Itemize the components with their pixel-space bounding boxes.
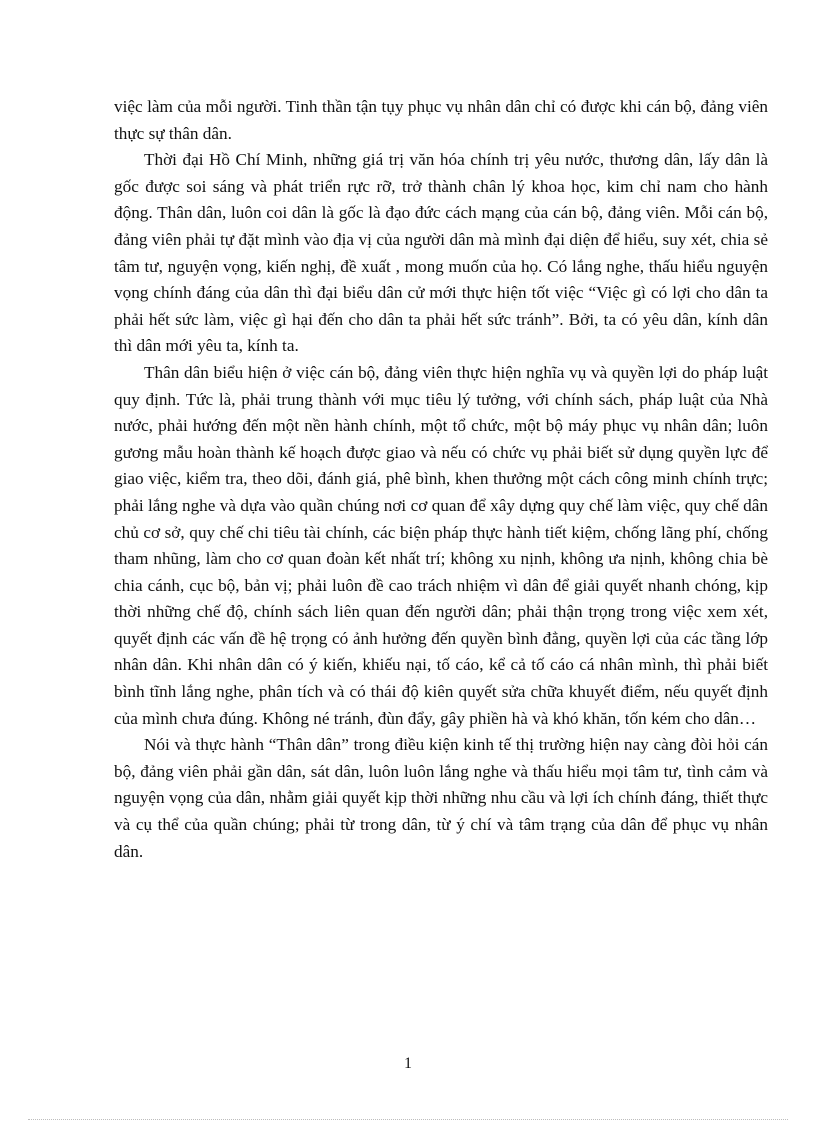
paragraph-duties-and-rights: Thân dân biểu hiện ở việc cán bộ, đảng viên thực hiện nghĩa vụ và quyền lợi do pháp luật quy định. Tức là, phải trung thành với mục tiêu lý tưởng, với chính sách, pháp luật của Nhà nước, phải hướng đến một nền hành chính, một tổ chức, một bộ máy phục vụ nhân dân; luôn gương mẫu hoàn thành kế hoạch được giao và nếu có chức vụ phải biết sử dụng quyền lực để giao việc, kiểm tra, theo dõi, đánh giá, phê bình, khen thưởng một cách công minh chính trực; phải lắng nghe và dựa vào quần chúng nơi cơ quan để xây dựng quy chế làm việc, quy chế dân chủ cơ sở, quy chế chi tiêu tài chính, các biện pháp thực hành tiết kiệm, chống lãng phí, chống tham nhũng, làm cho cơ quan đoàn kết nhất trí; không xu nịnh, không ưa nịnh, không chia bè chia cánh, cục bộ, bản vị; phải luôn đề cao trách nhiệm vì dân để giải quyết nhanh chóng, kịp thời những chế độ, chính sách liên quan đến người dân; phải thận trọng trong việc xem xét, quyết định các vấn đề hệ trọng có ảnh hưởng đến quyền bình đẳng, quyền lợi của các tầng lớp nhân dân. Khi nhân dân có ý kiến, khiếu nại, tố cáo, kể cả tố cáo cá nhân mình, thì phải biết bình tĩnh lắng nghe, phân tích và có thái độ kiên quyết sửa chữa khuyết điểm, nếu quyết định của mình chưa đúng. Không né tránh, đùn đẩy, gây phiền hà và khó khăn, tốn kém cho dân… bbox=[114, 362, 768, 728]
body-text bbox=[114, 94, 768, 865]
page-number: 1 bbox=[404, 1055, 412, 1072]
paragraph-continuation: việc làm của mỗi người. Tinh thần tận tụy phục vụ nhân dân chỉ có được khi cán bộ, đảng viên thực sự thân dân. bbox=[114, 97, 768, 143]
footer-divider bbox=[28, 1119, 788, 1120]
paragraph-market-economy: Nói và thực hành “Thân dân” trong điều kiện kinh tế thị trường hiện nay càng đòi hỏi cán bộ, đảng viên phải gần dân, sát dân, luôn luôn lắng nghe và thấu hiểu mọi tâm tư, tình cảm và nguyện vọng của dân, nhằm giải quyết kịp thời những nhu cầu và lợi ích chính đáng, thiết thực và cụ thể của quần chúng; phải từ trong dân, từ ý chí và tâm trạng của dân để phục vụ nhân dân. bbox=[114, 735, 768, 861]
paragraph-ho-chi-minh-era: Thời đại Hồ Chí Minh, những giá trị văn hóa chính trị yêu nước, thương dân, lấy dân là gốc được soi sáng và phát triển rực rỡ, trở thành chân lý khoa học, kim chỉ nam cho hành động. Thân dân, luôn coi dân là gốc là đạo đức cách mạng của cán bộ, đảng viên. Mỗi cán bộ, đảng viên phải tự đặt mình vào địa vị của người dân mà mình đại diện để hiểu, suy xét, chia sẻ tâm tư, nguyện vọng, kiến nghị, đề xuất , mong muốn của họ. Có lắng nghe, thấu hiểu nguyện vọng chính đáng của dân thì đại biểu dân cử mới thực hiện tốt việc “Việc gì có lợi cho dân ta phải hết sức làm, việc gì hại đến cho dân ta phải hết sức tránh”. Bởi, ta có yêu dân, kính dân thì dân mới yêu ta, kính ta. bbox=[114, 150, 768, 356]
